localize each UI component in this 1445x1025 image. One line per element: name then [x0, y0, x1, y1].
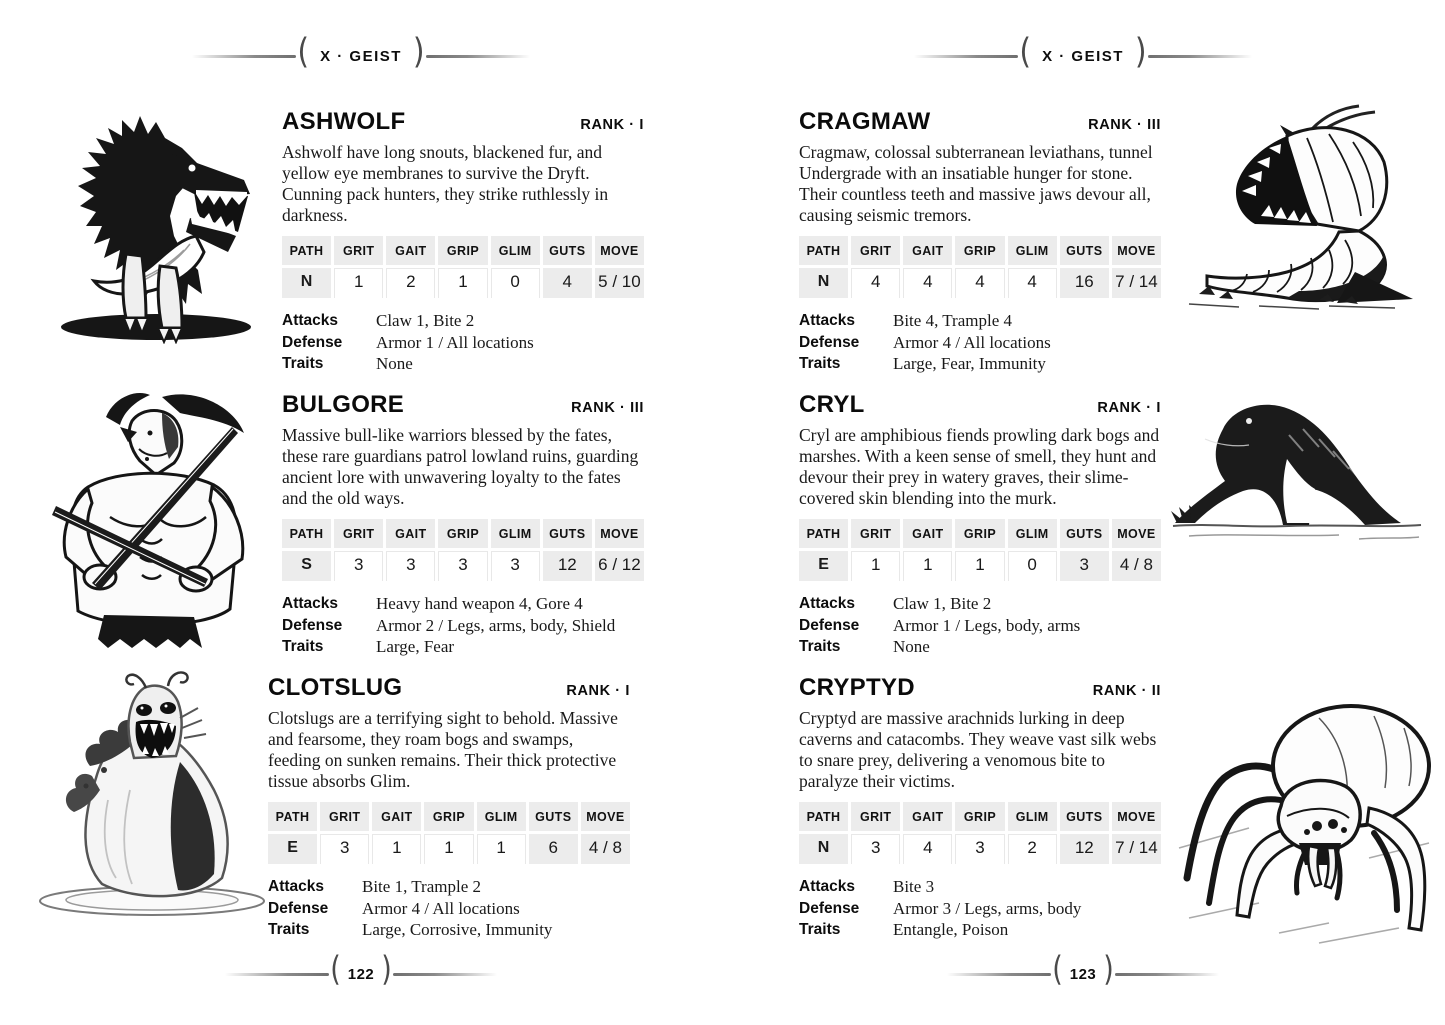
creature-name: ASHWOLF — [282, 108, 406, 135]
stat-col-header: MOVE — [1112, 519, 1161, 548]
attacks-value: Bite 1, Trample 2 — [362, 877, 482, 896]
stat-col-header: MOVE — [1112, 802, 1161, 831]
stat-col-header: GRIT — [334, 519, 383, 548]
stat-table — [796, 233, 1164, 301]
stat-value-move: 4 / 8 — [581, 834, 630, 864]
stat-col-header: PATH — [268, 802, 317, 831]
stat-col-header: MOVE — [1112, 236, 1161, 265]
stat-value-glim: 2 — [1008, 834, 1057, 864]
clotslug-illustration — [30, 670, 268, 920]
stat-table — [796, 516, 1164, 584]
cragmaw-illustration — [1169, 104, 1415, 310]
ornament-paren-open: ( — [1052, 950, 1063, 989]
stat-col-header: GLIM — [477, 802, 526, 831]
stat-col-header: GRIP — [438, 519, 487, 548]
stat-col-header: GRIP — [955, 802, 1004, 831]
stat-value-move: 7 / 14 — [1112, 268, 1161, 298]
stat-col-header: GRIT — [334, 236, 383, 265]
stat-value-grit: 3 — [334, 551, 383, 581]
stat-col-header: GAIT — [386, 519, 435, 548]
stat-value-gait: 4 — [903, 834, 952, 864]
ornament-line-left — [225, 973, 329, 976]
chapter-badge: X · GEIST — [1042, 47, 1124, 65]
stat-value-guts: 12 — [1060, 834, 1109, 864]
defense-value: Armor 1 / Legs, body, arms — [893, 615, 1081, 635]
stat-col-header: GRIP — [438, 236, 487, 265]
stat-col-header: GAIT — [372, 802, 421, 831]
creature-rank: RANK · II — [1092, 683, 1161, 699]
ornament-paren-close: ) — [412, 31, 425, 73]
traits-label: Traits — [799, 921, 841, 938]
defense-label: Defense — [799, 333, 860, 351]
ornament-line-right — [1148, 55, 1252, 58]
cryl-illustration — [1169, 395, 1427, 545]
creature-block-cryl — [799, 387, 1443, 670]
stat-col-header: GUTS — [529, 802, 578, 831]
stat-value-grip: 3 — [438, 551, 487, 581]
creature-name: CLOTSLUG — [268, 674, 403, 701]
creature-details — [799, 593, 1161, 658]
stat-value-gait: 4 — [903, 268, 952, 298]
stat-col-header: GRIT — [320, 802, 369, 831]
creature-name: CRYPTYD — [799, 674, 915, 701]
stat-value-glim: 0 — [491, 268, 540, 298]
creature-name: CRYL — [799, 391, 865, 418]
ornament-line-right — [393, 973, 497, 976]
ornament-line-right — [426, 55, 530, 58]
page-footer-ornament — [722, 950, 1444, 989]
page-header-ornament — [722, 31, 1444, 73]
attacks-value: Bite 3 — [893, 877, 935, 896]
stat-value-gait: 1 — [372, 834, 421, 864]
stat-col-header: GRIT — [851, 802, 900, 831]
page-number: 122 — [347, 965, 375, 983]
stat-col-header: GAIT — [386, 236, 435, 265]
ornament-line-right — [1115, 973, 1219, 976]
stat-value-path: N — [282, 268, 331, 298]
stat-table — [279, 516, 647, 584]
stat-col-header: GRIP — [955, 236, 1004, 265]
defense-label: Defense — [799, 616, 860, 634]
ornament-line-left — [192, 55, 296, 58]
stat-value-glim: 0 — [1008, 551, 1057, 581]
stat-col-header: GUTS — [543, 519, 592, 548]
creature-block-bulgore — [44, 387, 644, 670]
stat-col-header: GLIM — [1008, 802, 1057, 831]
creature-block-ashwolf — [44, 104, 644, 387]
stat-value-grip: 4 — [955, 268, 1004, 298]
stat-value-path: E — [799, 551, 848, 581]
stat-value-move: 5 / 10 — [595, 268, 644, 298]
page-header-ornament — [0, 31, 722, 73]
ornament-paren-open: ( — [1019, 31, 1032, 73]
stat-col-header: GLIM — [1008, 236, 1057, 265]
stat-value-grip: 1 — [424, 834, 473, 864]
stat-value-grit: 3 — [320, 834, 369, 864]
stat-value-path: S — [282, 551, 331, 581]
attacks-value: Claw 1, Bite 2 — [376, 311, 475, 330]
stat-value-grip: 1 — [955, 551, 1004, 581]
stat-col-header: PATH — [799, 236, 848, 265]
traits-label: Traits — [268, 921, 310, 938]
stat-value-guts: 6 — [529, 834, 578, 864]
stat-value-gait: 1 — [903, 551, 952, 581]
defense-label: Defense — [268, 899, 329, 917]
defense-value: Armor 4 / All locations — [893, 332, 1051, 352]
stat-col-header: GLIM — [1008, 519, 1057, 548]
stat-value-move: 6 / 12 — [595, 551, 644, 581]
page-122 — [0, 0, 722, 1025]
defense-value: Armor 1 / All locations — [376, 332, 534, 352]
stat-value-move: 7 / 14 — [1112, 834, 1161, 864]
creature-description: Cryl are amphibious fiends prowling dark bogs and marshes. With a keen sense of smell, they hunt and devour their prey in watery graves, their slime-covered skin blending into the murk. — [799, 425, 1160, 508]
stat-value-gait: 2 — [386, 268, 435, 298]
defense-value: Armor 4 / All locations — [362, 898, 520, 918]
traits-value: Entangle, Poison — [893, 920, 1009, 939]
stat-col-header: GUTS — [543, 236, 592, 265]
stat-table — [796, 799, 1164, 867]
cryptyd-illustration — [1169, 678, 1443, 953]
traits-label: Traits — [799, 638, 841, 655]
ornament-line-left — [914, 55, 1018, 58]
creature-details — [268, 876, 630, 941]
stat-value-guts: 3 — [1060, 551, 1109, 581]
stat-value-path: N — [799, 834, 848, 864]
creature-rank: RANK · III — [571, 400, 644, 416]
ornament-paren-close: ) — [1103, 950, 1114, 989]
creature-name: CRAGMAW — [799, 108, 931, 135]
stat-col-header: PATH — [799, 802, 848, 831]
creature-description: Clotslugs are a terrifying sight to behold. Massive and fearsome, they roam bogs and swamps, feeding on sunken remains. Their thick protective tissue absorbs Glim. — [268, 708, 618, 791]
stat-col-header: GLIM — [491, 236, 540, 265]
traits-label: Traits — [282, 638, 324, 655]
attacks-label: Attacks — [799, 595, 855, 612]
chapter-badge: X · GEIST — [320, 47, 402, 65]
traits-value: None — [893, 637, 930, 656]
stat-col-header: GLIM — [491, 519, 540, 548]
creature-description: Ashwolf have long snouts, blackened fur, and yellow eye membranes to survive the Dryft. Cunning pack hunters, they strike ruthlessly in darkness. — [282, 142, 609, 225]
creature-details — [282, 310, 644, 375]
defense-label: Defense — [282, 333, 343, 351]
stat-col-header: PATH — [282, 236, 331, 265]
page-footer-ornament — [0, 950, 722, 989]
creature-details — [799, 310, 1161, 375]
stat-value-guts: 16 — [1060, 268, 1109, 298]
stat-col-header: GRIP — [955, 519, 1004, 548]
ornament-paren-open: ( — [297, 31, 310, 73]
stat-value-grit: 3 — [851, 834, 900, 864]
stat-col-header: MOVE — [595, 236, 644, 265]
creature-rank: RANK · I — [1097, 400, 1161, 416]
stat-value-move: 4 / 8 — [1112, 551, 1161, 581]
stat-col-header: GUTS — [1060, 802, 1109, 831]
stat-col-header: GUTS — [1060, 236, 1109, 265]
defense-label: Defense — [799, 899, 860, 917]
stat-col-header: GAIT — [903, 519, 952, 548]
stat-value-gait: 3 — [386, 551, 435, 581]
stat-table — [265, 799, 633, 867]
creature-description: Cragmaw, colossal subterranean leviathans, tunnel Undergrade with an insatiable hunger for stone. Their countless teeth and massive jaws devour all, causing seismic tremors. — [799, 142, 1153, 225]
attacks-value: Heavy hand weapon 4, Gore 4 — [376, 594, 583, 613]
attacks-label: Attacks — [268, 878, 324, 895]
traits-label: Traits — [799, 355, 841, 372]
stat-value-glim: 1 — [477, 834, 526, 864]
creature-block-cragmaw — [799, 104, 1443, 387]
stat-value-grip: 1 — [438, 268, 487, 298]
stat-value-grip: 3 — [955, 834, 1004, 864]
page-number: 123 — [1069, 965, 1097, 983]
stat-col-header: GRIP — [424, 802, 473, 831]
attacks-value: Claw 1, Bite 2 — [893, 594, 992, 613]
attacks-label: Attacks — [282, 595, 338, 612]
ornament-line-left — [947, 973, 1051, 976]
stat-col-header: PATH — [799, 519, 848, 548]
stat-col-header: PATH — [282, 519, 331, 548]
stat-value-path: E — [268, 834, 317, 864]
creature-rank: RANK · I — [566, 683, 630, 699]
stat-col-header: GRIT — [851, 236, 900, 265]
ornament-paren-close: ) — [381, 950, 392, 989]
creature-details — [799, 876, 1161, 941]
stat-col-header: GAIT — [903, 802, 952, 831]
creature-block-clotslug — [44, 670, 644, 953]
creature-description: Massive bull-like warriors blessed by the fates, these rare guardians patrol lowland ruins, guarding ancient lore with unwavering loyalty to the fates and the old ways. — [282, 425, 639, 508]
ashwolf-illustration — [44, 104, 282, 344]
stat-value-grit: 1 — [851, 551, 900, 581]
defense-label: Defense — [282, 616, 343, 634]
stat-col-header: GRIT — [851, 519, 900, 548]
bulgore-illustration — [44, 387, 282, 649]
stat-value-grit: 1 — [334, 268, 383, 298]
traits-label: Traits — [282, 355, 324, 372]
traits-value: Large, Fear — [376, 637, 455, 656]
creature-rank: RANK · III — [1088, 117, 1161, 133]
page-123 — [722, 0, 1444, 1025]
stat-value-guts: 4 — [543, 268, 592, 298]
ornament-paren-open: ( — [330, 950, 341, 989]
stat-col-header: MOVE — [595, 519, 644, 548]
stat-col-header: MOVE — [581, 802, 630, 831]
traits-value: Large, Corrosive, Immunity — [362, 920, 553, 939]
attacks-label: Attacks — [282, 312, 338, 329]
attacks-value: Bite 4, Trample 4 — [893, 311, 1013, 330]
stat-value-glim: 3 — [491, 551, 540, 581]
stat-value-glim: 4 — [1008, 268, 1057, 298]
traits-value: None — [376, 354, 413, 373]
ornament-paren-close: ) — [1134, 31, 1147, 73]
creature-block-cryptyd — [799, 670, 1443, 953]
attacks-label: Attacks — [799, 878, 855, 895]
creature-description: Cryptyd are massive arachnids lurking in deep caverns and catacombs. They weave vast silk webs to snare prey, delivering a venomous bite to paralyze their victims. — [799, 708, 1157, 791]
creature-details — [282, 593, 644, 658]
stat-col-header: GUTS — [1060, 519, 1109, 548]
defense-value: Armor 2 / Legs, arms, body, Shield — [376, 615, 616, 635]
creature-name: BULGORE — [282, 391, 405, 418]
creature-rank: RANK · I — [580, 117, 644, 133]
stat-value-guts: 12 — [543, 551, 592, 581]
attacks-label: Attacks — [799, 312, 855, 329]
defense-value: Armor 3 / Legs, arms, body — [893, 898, 1082, 918]
traits-value: Large, Fear, Immunity — [893, 354, 1046, 373]
stat-value-grit: 4 — [851, 268, 900, 298]
stat-col-header: GAIT — [903, 236, 952, 265]
stat-value-path: N — [799, 268, 848, 298]
stat-table — [279, 233, 647, 301]
